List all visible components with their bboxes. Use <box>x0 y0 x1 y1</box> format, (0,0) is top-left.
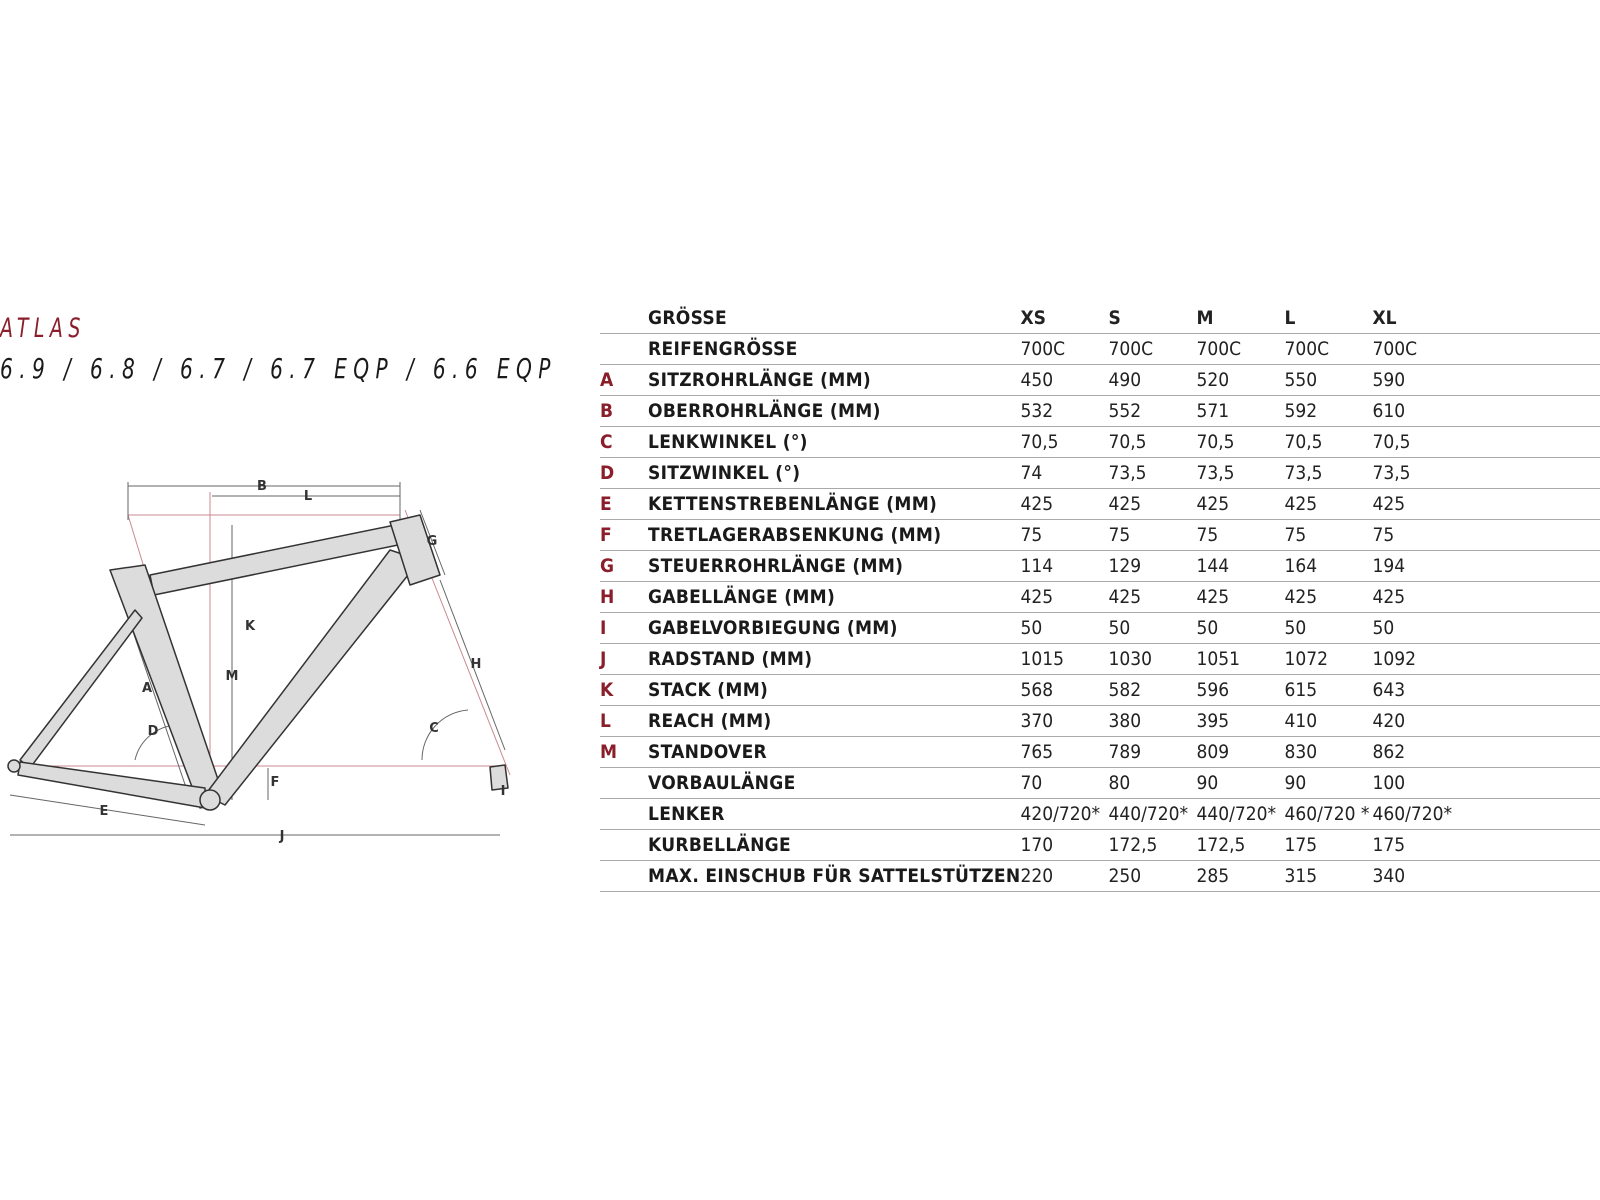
row-letter: L <box>600 706 648 737</box>
row-value: 425 <box>1196 582 1284 613</box>
row-value: 170 <box>1020 830 1108 861</box>
diagram-label-c: C <box>429 721 439 736</box>
row-value: 380 <box>1108 706 1196 737</box>
row-value: 75 <box>1020 520 1108 551</box>
model-variants: 6.9 / 6.8 / 6.7 / 6.7 EQP / 6.6 EQP <box>0 352 557 385</box>
table-row <box>600 613 1600 644</box>
row-value: 765 <box>1020 737 1108 768</box>
row-value: 615 <box>1284 675 1372 706</box>
row-value: 596 <box>1196 675 1284 706</box>
row-letter <box>600 799 648 830</box>
row-value: 425 <box>1372 582 1460 613</box>
row-label: LENKER <box>648 799 1020 830</box>
row-value: 70,5 <box>1020 427 1108 458</box>
row-letter <box>600 861 648 892</box>
diagram-label-a: A <box>141 681 153 696</box>
row-value: 532 <box>1020 396 1108 427</box>
row-label: LENKWINKEL (°) <box>648 427 1020 458</box>
row-value: 460/720 * <box>1284 799 1372 830</box>
row-label: STACK (MM) <box>648 675 1020 706</box>
row-value: 250 <box>1108 861 1196 892</box>
row-value: 1072 <box>1284 644 1372 675</box>
header-letter-cell <box>600 303 648 334</box>
diagram-label-m: M <box>225 669 239 684</box>
row-value: 70,5 <box>1108 427 1196 458</box>
row-letter: F <box>600 520 648 551</box>
row-value: 1015 <box>1020 644 1108 675</box>
header-size-label: GRÖSSE <box>648 303 1020 334</box>
row-value: 440/720* <box>1108 799 1196 830</box>
row-label: REIFENGRÖSSE <box>648 334 1020 365</box>
row-value: 50 <box>1284 613 1372 644</box>
row-value: 610 <box>1372 396 1460 427</box>
row-value: 830 <box>1284 737 1372 768</box>
row-value: 220 <box>1020 861 1108 892</box>
row-value: 315 <box>1284 861 1372 892</box>
row-letter: C <box>600 427 648 458</box>
row-value: 172,5 <box>1196 830 1284 861</box>
row-value: 50 <box>1108 613 1196 644</box>
row-letter: I <box>600 613 648 644</box>
row-value: 420/720* <box>1020 799 1108 830</box>
row-value: 490 <box>1108 365 1196 396</box>
row-value: 425 <box>1020 489 1108 520</box>
table-row <box>600 768 1600 799</box>
diagram-label-g: G <box>426 534 438 549</box>
row-value: 568 <box>1020 675 1108 706</box>
row-value: 50 <box>1020 613 1108 644</box>
row-value: 172,5 <box>1108 830 1196 861</box>
row-letter: K <box>600 675 648 706</box>
row-letter: G <box>600 551 648 582</box>
row-value: 70 <box>1020 768 1108 799</box>
top-tube <box>150 525 398 595</box>
row-label: SITZWINKEL (°) <box>648 458 1020 489</box>
row-value: 73,5 <box>1196 458 1284 489</box>
row-value: 285 <box>1196 861 1284 892</box>
row-value: 75 <box>1284 520 1372 551</box>
row-value: 74 <box>1020 458 1108 489</box>
row-value: 90 <box>1284 768 1372 799</box>
row-value: 700C <box>1284 334 1372 365</box>
row-value: 582 <box>1108 675 1196 706</box>
row-value: 90 <box>1196 768 1284 799</box>
row-value: 50 <box>1372 613 1460 644</box>
row-letter: J <box>600 644 648 675</box>
row-value: 80 <box>1108 768 1196 799</box>
row-letter: A <box>600 365 648 396</box>
row-value: 75 <box>1108 520 1196 551</box>
row-letter: D <box>600 458 648 489</box>
row-value: 425 <box>1372 489 1460 520</box>
row-value: 425 <box>1108 489 1196 520</box>
row-value: 1030 <box>1108 644 1196 675</box>
row-value: 370 <box>1020 706 1108 737</box>
row-value: 144 <box>1196 551 1284 582</box>
row-letter: B <box>600 396 648 427</box>
row-label: REACH (MM) <box>648 706 1020 737</box>
row-value: 114 <box>1020 551 1108 582</box>
table-row <box>600 334 1600 365</box>
table-row <box>600 458 1600 489</box>
row-value: 70,5 <box>1196 427 1284 458</box>
table-header-row <box>600 303 1600 334</box>
diagram-label-d: D <box>147 724 159 739</box>
bottom-bracket <box>200 790 220 810</box>
row-value: 1092 <box>1372 644 1460 675</box>
row-value: 700C <box>1108 334 1196 365</box>
table-row <box>600 551 1600 582</box>
row-letter <box>600 768 648 799</box>
table-row <box>600 520 1600 551</box>
row-value: 425 <box>1108 582 1196 613</box>
diagram-label-l: L <box>303 489 313 504</box>
row-label: KETTENSTREBENLÄNGE (MM) <box>648 489 1020 520</box>
row-value: 1051 <box>1196 644 1284 675</box>
row-letter <box>600 334 648 365</box>
row-value: 73,5 <box>1108 458 1196 489</box>
row-value: 425 <box>1284 582 1372 613</box>
table-row <box>600 396 1600 427</box>
row-value: 73,5 <box>1284 458 1372 489</box>
row-value: 643 <box>1372 675 1460 706</box>
row-label: RADSTAND (MM) <box>648 644 1020 675</box>
row-label: OBERROHRLÄNGE (MM) <box>648 396 1020 427</box>
row-value: 700C <box>1372 334 1460 365</box>
row-value: 420 <box>1372 706 1460 737</box>
row-value: 592 <box>1284 396 1372 427</box>
row-label: TRETLAGERABSENKUNG (MM) <box>648 520 1020 551</box>
row-value: 75 <box>1372 520 1460 551</box>
table-row <box>600 861 1600 892</box>
row-value: 129 <box>1108 551 1196 582</box>
model-title: ATLAS <box>0 313 86 344</box>
row-value: 70,5 <box>1372 427 1460 458</box>
table-row <box>600 706 1600 737</box>
row-value: 340 <box>1372 861 1460 892</box>
row-value: 789 <box>1108 737 1196 768</box>
diagram-label-h: H <box>470 657 482 672</box>
row-letter <box>600 830 648 861</box>
header-size-l: L <box>1284 303 1372 334</box>
row-value: 590 <box>1372 365 1460 396</box>
header-size-xs: XS <box>1020 303 1108 334</box>
row-value: 175 <box>1284 830 1372 861</box>
table-body <box>600 334 1600 892</box>
row-value: 550 <box>1284 365 1372 396</box>
row-value: 440/720* <box>1196 799 1284 830</box>
frame-geometry-diagram <box>0 470 530 870</box>
diagram-label-j: J <box>279 829 285 844</box>
row-label: KURBELLÄNGE <box>648 830 1020 861</box>
row-value: 809 <box>1196 737 1284 768</box>
header-size-m: M <box>1196 303 1284 334</box>
row-value: 50 <box>1196 613 1284 644</box>
row-value: 700C <box>1196 334 1284 365</box>
row-label: GABELVORBIEGUNG (MM) <box>648 613 1020 644</box>
row-value: 100 <box>1372 768 1460 799</box>
row-value: 395 <box>1196 706 1284 737</box>
row-label: STANDOVER <box>648 737 1020 768</box>
table-row <box>600 737 1600 768</box>
row-letter: H <box>600 582 648 613</box>
rear-dropout <box>8 760 20 772</box>
row-value: 164 <box>1284 551 1372 582</box>
row-label: STEUERROHRLÄNGE (MM) <box>648 551 1020 582</box>
row-value: 552 <box>1108 396 1196 427</box>
header-size-xl: XL <box>1372 303 1460 334</box>
diagram-label-e: E <box>99 804 109 819</box>
table-row <box>600 675 1600 706</box>
table-row <box>600 365 1600 396</box>
header-size-s: S <box>1108 303 1196 334</box>
row-label: GABELLÄNGE (MM) <box>648 582 1020 613</box>
seat-tube <box>110 565 225 808</box>
table-row <box>600 830 1600 861</box>
row-label: SITZROHRLÄNGE (MM) <box>648 365 1020 396</box>
row-label: VORBAULÄNGE <box>648 768 1020 799</box>
geometry-table <box>600 303 1600 892</box>
row-value: 70,5 <box>1284 427 1372 458</box>
table-row <box>600 427 1600 458</box>
chain-stay <box>18 762 205 808</box>
diagram-label-b: B <box>257 479 267 494</box>
row-value: 520 <box>1196 365 1284 396</box>
row-value: 862 <box>1372 737 1460 768</box>
row-value: 425 <box>1020 582 1108 613</box>
diagram-label-i: I <box>500 784 506 799</box>
row-value: 175 <box>1372 830 1460 861</box>
row-value: 194 <box>1372 551 1460 582</box>
table-row <box>600 644 1600 675</box>
row-label: MAX. EINSCHUB FÜR SATTELSTÜTZEN <box>648 861 1020 892</box>
row-letter: M <box>600 737 648 768</box>
row-value: 75 <box>1196 520 1284 551</box>
row-value: 450 <box>1020 365 1108 396</box>
row-letter: E <box>600 489 648 520</box>
table-row <box>600 489 1600 520</box>
row-value: 571 <box>1196 396 1284 427</box>
seat-stay <box>20 610 142 768</box>
row-value: 425 <box>1196 489 1284 520</box>
diagram-label-k: K <box>244 619 256 634</box>
table-row <box>600 582 1600 613</box>
row-value: 700C <box>1020 334 1108 365</box>
diagram-label-f: F <box>270 775 280 790</box>
table-row <box>600 799 1600 830</box>
row-value: 425 <box>1284 489 1372 520</box>
row-value: 410 <box>1284 706 1372 737</box>
row-value: 73,5 <box>1372 458 1460 489</box>
row-value: 460/720* <box>1372 799 1460 830</box>
